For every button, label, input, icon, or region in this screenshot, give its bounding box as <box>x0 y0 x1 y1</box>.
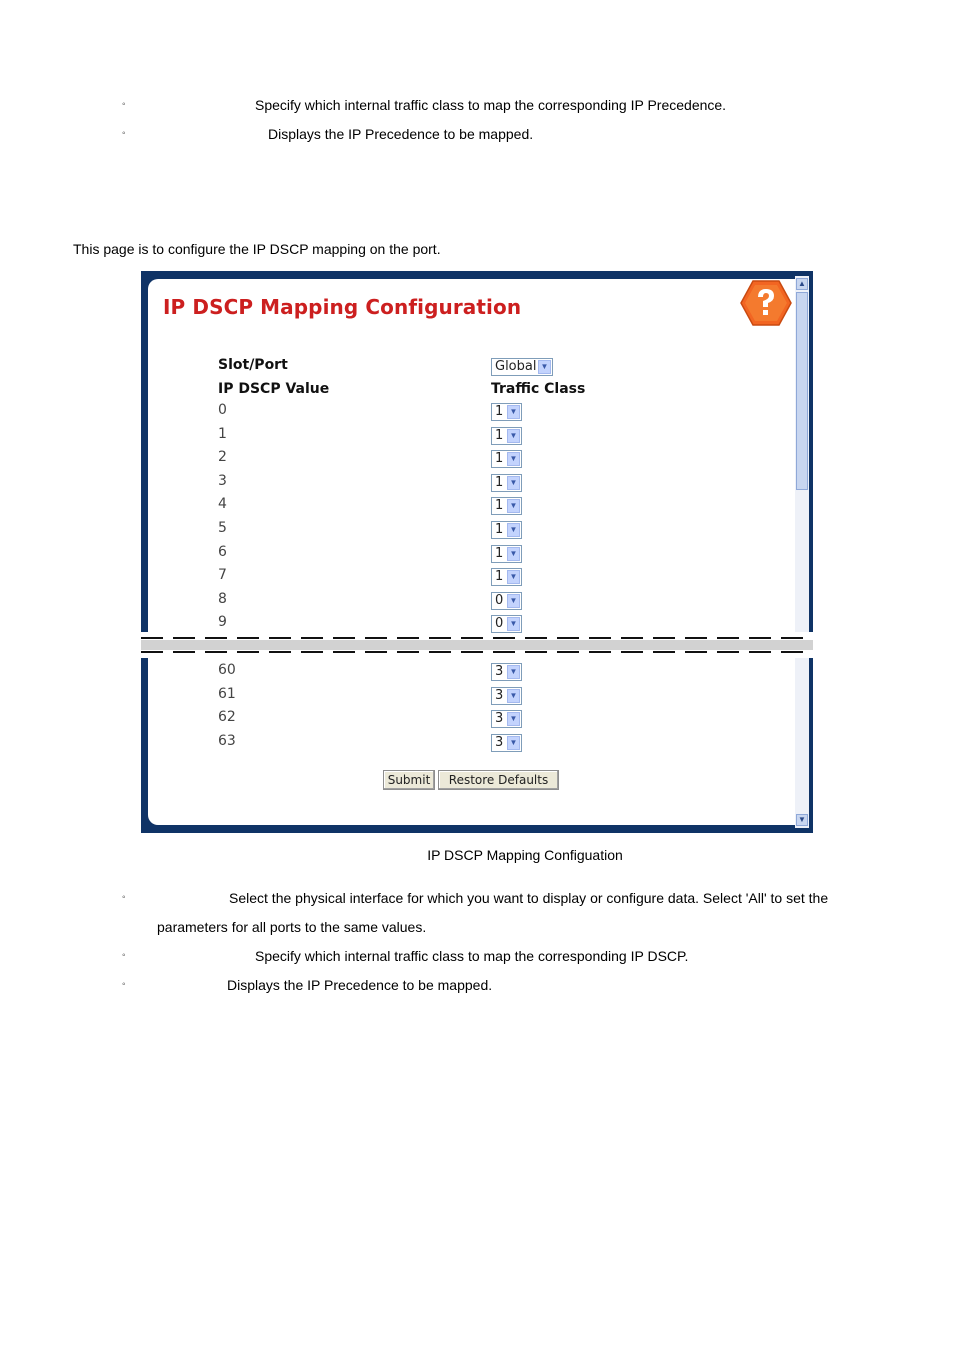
restore-defaults-button[interactable]: Restore Defaults <box>438 770 559 790</box>
chevron-down-icon[interactable]: ▼ <box>507 405 520 419</box>
dscp-value: 63 <box>218 732 236 749</box>
traffic-class-value: 1 <box>495 474 504 490</box>
slot-port-value: Global <box>495 359 537 374</box>
chevron-down-icon[interactable]: ▼ <box>507 523 520 537</box>
dscp-value: 1 <box>218 425 227 442</box>
chevron-down-icon[interactable]: ▼ <box>507 689 520 703</box>
traffic-class-select[interactable] <box>491 403 522 421</box>
dscp-value: 5 <box>218 520 227 536</box>
traffic-class-value: 1 <box>495 522 504 537</box>
traffic-class-value: 1 <box>495 569 504 585</box>
dscp-value: 60 <box>218 662 236 678</box>
bullet-marker: ◦ <box>122 950 126 961</box>
traffic-class-value: 1 <box>495 404 504 419</box>
traffic-class-value: 3 <box>495 687 504 703</box>
submit-button[interactable]: Submit <box>383 770 435 790</box>
traffic-class-value: 1 <box>495 427 504 443</box>
chevron-down-icon[interactable]: ▼ <box>507 476 520 490</box>
traffic-class-select[interactable] <box>491 545 522 563</box>
dscp-value: 2 <box>218 449 227 466</box>
traffic-class-select[interactable] <box>491 521 522 539</box>
traffic-class-value: 1 <box>495 498 504 514</box>
bullet-marker: ◦ <box>122 128 126 139</box>
traffic-class-select[interactable] <box>491 450 522 468</box>
chevron-down-icon[interactable]: ▼ <box>507 665 520 679</box>
vertical-scrollbar-lower[interactable] <box>795 658 809 828</box>
traffic-class-select[interactable] <box>491 710 522 728</box>
traffic-class-value: 3 <box>495 711 504 727</box>
screenshot-window <box>141 271 813 833</box>
bullet-marker: ◦ <box>122 99 126 110</box>
bullet-marker: ◦ <box>122 892 126 903</box>
slot-port-select[interactable] <box>491 358 553 376</box>
traffic-class-value: 0 <box>495 616 504 632</box>
config-panel-top <box>148 279 795 632</box>
intro-text: This page is to configure the IP DSCP mapping on the port. <box>73 241 441 257</box>
chevron-down-icon[interactable]: ▼ <box>507 736 520 750</box>
chevron-down-icon[interactable]: ▼ <box>538 360 551 374</box>
dscp-value: 62 <box>218 709 236 726</box>
scroll-down-icon[interactable]: ▼ <box>796 814 808 826</box>
chevron-down-icon[interactable]: ▼ <box>507 429 520 443</box>
dscp-value-description: Displays the IP Precedence to be mapped. <box>227 977 493 993</box>
dscp-value: 6 <box>218 543 227 560</box>
traffic-class-value: 0 <box>495 592 504 608</box>
omitted-rows-break <box>141 632 813 658</box>
config-panel-bottom <box>148 658 795 825</box>
dscp-value: 61 <box>218 685 236 702</box>
dscp-value: 8 <box>218 590 227 607</box>
chevron-down-icon[interactable]: ▼ <box>507 570 520 584</box>
dscp-value-header: IP DSCP Value <box>218 381 330 397</box>
traffic-class-select[interactable] <box>491 663 522 681</box>
ip-precedence-description: Displays the IP Precedence to be mapped. <box>268 126 534 142</box>
traffic-class-select[interactable] <box>491 497 522 515</box>
traffic-class-header: Traffic Class <box>491 381 586 397</box>
scroll-up-icon[interactable]: ▲ <box>796 278 808 290</box>
traffic-class-value: 3 <box>495 664 504 679</box>
dscp-value: 4 <box>218 496 227 513</box>
dscp-value: 0 <box>218 402 227 418</box>
traffic-class-description: Specify which internal traffic class to map the corresponding IP Precedence. <box>255 97 727 113</box>
traffic-class-value: 1 <box>495 545 504 561</box>
chevron-down-icon[interactable]: ▼ <box>507 594 520 608</box>
slot-port-label: Slot/Port <box>218 357 288 373</box>
figure-caption: IP DSCP Mapping Configuation <box>427 847 623 863</box>
bullet-marker: ◦ <box>122 979 126 990</box>
chevron-down-icon[interactable]: ▼ <box>507 617 520 631</box>
traffic-class-value: 3 <box>495 734 504 750</box>
dscp-value: 7 <box>218 567 227 584</box>
chevron-down-icon[interactable]: ▼ <box>507 712 520 726</box>
traffic-class-dscp-description: Specify which internal traffic class to map the corresponding IP DSCP. <box>255 948 689 964</box>
break-band <box>141 640 813 650</box>
dscp-value: 9 <box>218 614 227 631</box>
break-dash-line <box>141 637 813 639</box>
traffic-class-select[interactable] <box>491 734 522 752</box>
traffic-class-select[interactable] <box>491 615 522 633</box>
question-mark-hexagon-icon[interactable] <box>740 279 792 327</box>
chevron-down-icon[interactable]: ▼ <box>507 452 520 466</box>
vertical-scrollbar[interactable] <box>795 276 809 632</box>
break-dash-line <box>141 651 813 653</box>
page-title: IP DSCP Mapping Configuration <box>163 295 522 319</box>
scrollbar-thumb[interactable] <box>796 292 808 490</box>
traffic-class-select[interactable] <box>491 474 522 492</box>
traffic-class-select[interactable] <box>491 568 522 586</box>
dscp-value: 3 <box>218 472 227 489</box>
traffic-class-select[interactable] <box>491 687 522 705</box>
traffic-class-select[interactable] <box>491 427 522 445</box>
slot-port-description-cont: parameters for all ports to the same values. <box>157 919 427 935</box>
chevron-down-icon[interactable]: ▼ <box>507 547 520 561</box>
traffic-class-value: 1 <box>495 451 504 467</box>
traffic-class-select[interactable] <box>491 592 522 610</box>
slot-port-description: Select the physical interface for which you want to display or configure data. Select 'All' to set the <box>229 890 829 906</box>
chevron-down-icon[interactable]: ▼ <box>507 499 520 513</box>
